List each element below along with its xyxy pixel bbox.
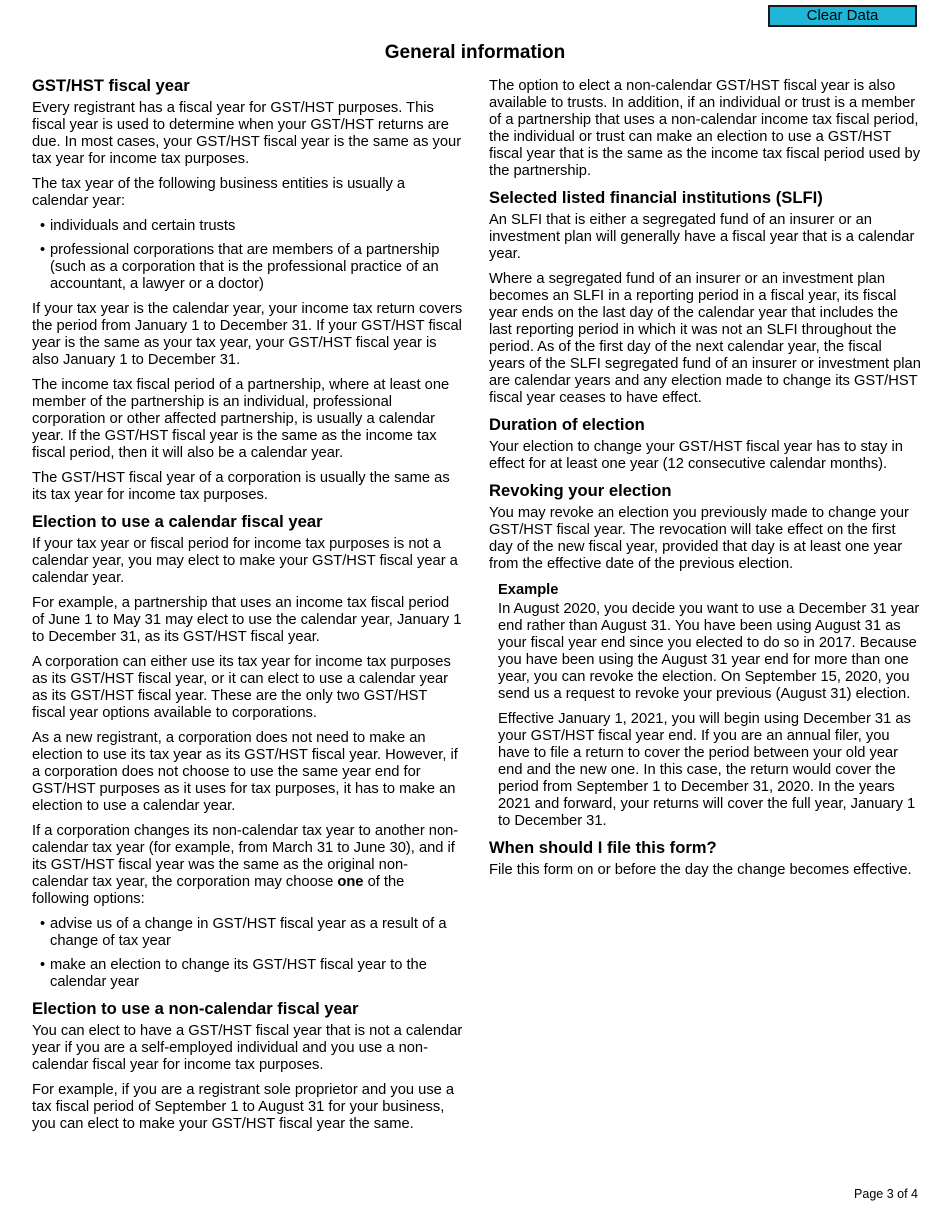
- heading-revoking: Revoking your election: [489, 481, 672, 500]
- options-list: [32, 916, 464, 991]
- right-column: [489, 78, 921, 887]
- paragraph: As a new registrant, a corporation does not need to make an election to use its tax year as its GST/HST fiscal year. However, if a corporation does not choose to use the same year end for GST/HST purposes as it uses for tax purposes, it has to make an election to use a calendar year.: [32, 730, 458, 814]
- paragraph: The tax year of the following business entities is usually a calendar year:: [32, 176, 406, 209]
- paragraph: An SLFI that is either a segregated fund of an insurer or an investment plan will generally have a fiscal year that is a calendar year.: [489, 212, 915, 262]
- example-title: Example: [498, 582, 559, 598]
- emphasis: one: [337, 874, 364, 890]
- paragraph: Where a segregated fund of an insurer or an investment plan becomes an SLFI in a reporting period in a fiscal year, its fiscal year ends on the last day of the calendar year that includes the last reporting period in which it was not an SLFI throughout the period. As of the first day of the next calendar year, the fiscal years of the SLFI segregated fund of an insurer or investment plan are calendar years and any election made to change its GST/HST fiscal year ceases to have effect.: [489, 271, 921, 406]
- paragraph: File this form on or before the day the change becomes effective.: [489, 862, 912, 878]
- heading-when-file: When should I file this form?: [489, 838, 717, 857]
- left-column: [32, 76, 464, 1141]
- heading-non-calendar-election: Election to use a non-calendar fiscal year: [32, 999, 359, 1018]
- paragraph: In August 2020, you decide you want to use a December 31 year end rather than August 31. You have been using August 31 as your fiscal year end since you elected to do so in 2017. Because you have been using the August 31 year end for more than one year, you can revoke the election. On September 15, 2020, you send us a request to revoke your previous (August 31) election.: [498, 601, 920, 702]
- text-run: If a corporation changes its non-calendar tax year to another non-calendar tax year (for example, from March 31 to June 30), and if its GST/HST fiscal year was the same as the original non-calendar tax year, the corporation may choose: [32, 823, 459, 890]
- paragraph: If your tax year is the calendar year, your income tax return covers the period from January 1 to December 31. If your GST/HST fiscal year is the same as your tax year, your GST/HST fiscal year is also January 1 to December 31.: [32, 301, 463, 368]
- entity-list: [32, 218, 464, 293]
- paragraph: The option to elect a non-calendar GST/HST fiscal year is also available to trusts. In addition, if an individual or trust is a member of a partnership that uses a non-calendar income tax fiscal period, the individual or trust can make an election to use a GST/HST fiscal year that is the same as the income tax fiscal period used by the partnership.: [489, 78, 921, 179]
- paragraph: If your tax year or fiscal period for income tax purposes is not a calendar year, you may elect to make your GST/HST fiscal year a calendar year.: [32, 536, 458, 586]
- list-item: • professional corporations that are members of a partnership (such as a corporation that is the professional practice of an accountant, a lawyer or a doctor): [32, 242, 464, 293]
- page-title: General information: [384, 42, 566, 63]
- list-item: • make an election to change its GST/HST fiscal year to the calendar year: [32, 957, 464, 991]
- heading-gst-hst-fiscal-year: GST/HST fiscal year: [32, 76, 190, 95]
- paragraph: The income tax fiscal period of a partnership, where at least one member of the partnership is an individual, professional corporation or other affected partnership, is usually a calendar year. If the GST/HST fiscal year is the same as the income tax fiscal period, then it will also be a calendar year.: [32, 377, 450, 461]
- list-item: • individuals and certain trusts: [32, 218, 464, 235]
- heading-slfi: Selected listed financial institutions (SLFI): [489, 188, 823, 207]
- text-run: of the following options:: [32, 874, 405, 907]
- example-box: [489, 581, 921, 830]
- paragraph: For example, if you are a registrant sole proprietor and you use a tax fiscal period of September 1 to August 31 for your business, you can elect to make your GST/HST fiscal year the same.: [32, 1082, 455, 1132]
- paragraph: A corporation can either use its tax year for income tax purposes as its GST/HST fiscal year, or it can elect to use a calendar year as its GST/HST fiscal year. These are the only two GST/HST fiscal year options available to corporations.: [32, 654, 451, 721]
- heading-duration: Duration of election: [489, 415, 645, 434]
- paragraph: Effective January 1, 2021, you will begin using December 31 as your GST/HST fiscal year end. If you are an annual filer, you have to file a return to cover the period between your old year end and the new one. In this case, the return would cover the period from September 1 to December 31, 2020. In the years 2021 and forward, your returns will cover the full year, January 1 to December 31.: [498, 711, 916, 829]
- heading-calendar-election: Election to use a calendar fiscal year: [32, 512, 323, 531]
- list-item: • advise us of a change in GST/HST fiscal year as a result of a change of tax year: [32, 916, 464, 950]
- clear-data-button[interactable]: Clear Data: [768, 5, 917, 27]
- paragraph: Every registrant has a fiscal year for GST/HST purposes. This fiscal year is used to determine when your GST/HST returns are due. In most cases, your GST/HST fiscal year is the same as your tax year for income tax purposes.: [32, 100, 462, 167]
- paragraph: Your election to change your GST/HST fiscal year has to stay in effect for at least one year (12 consecutive calendar months).: [489, 439, 903, 472]
- paragraph: You may revoke an election you previously made to change your GST/HST fiscal year. The revocation will take effect on the first day of the new fiscal year, provided that day is at least one year from the effective date of the previous election.: [489, 505, 909, 572]
- paragraph: For example, a partnership that uses an income tax fiscal period of June 1 to May 31 may elect to use the calendar year, January 1 to December 31, as its GST/HST fiscal year.: [32, 595, 462, 645]
- page-number: Page 3 of 4: [854, 1187, 918, 1201]
- paragraph: You can elect to have a GST/HST fiscal year that is not a calendar year if you are a self-employed individual and you use a non-calendar fiscal year for income tax purposes.: [32, 1023, 463, 1073]
- paragraph: The GST/HST fiscal year of a corporation is usually the same as its tax year for income tax purposes.: [32, 470, 450, 503]
- paragraph: [32, 823, 464, 908]
